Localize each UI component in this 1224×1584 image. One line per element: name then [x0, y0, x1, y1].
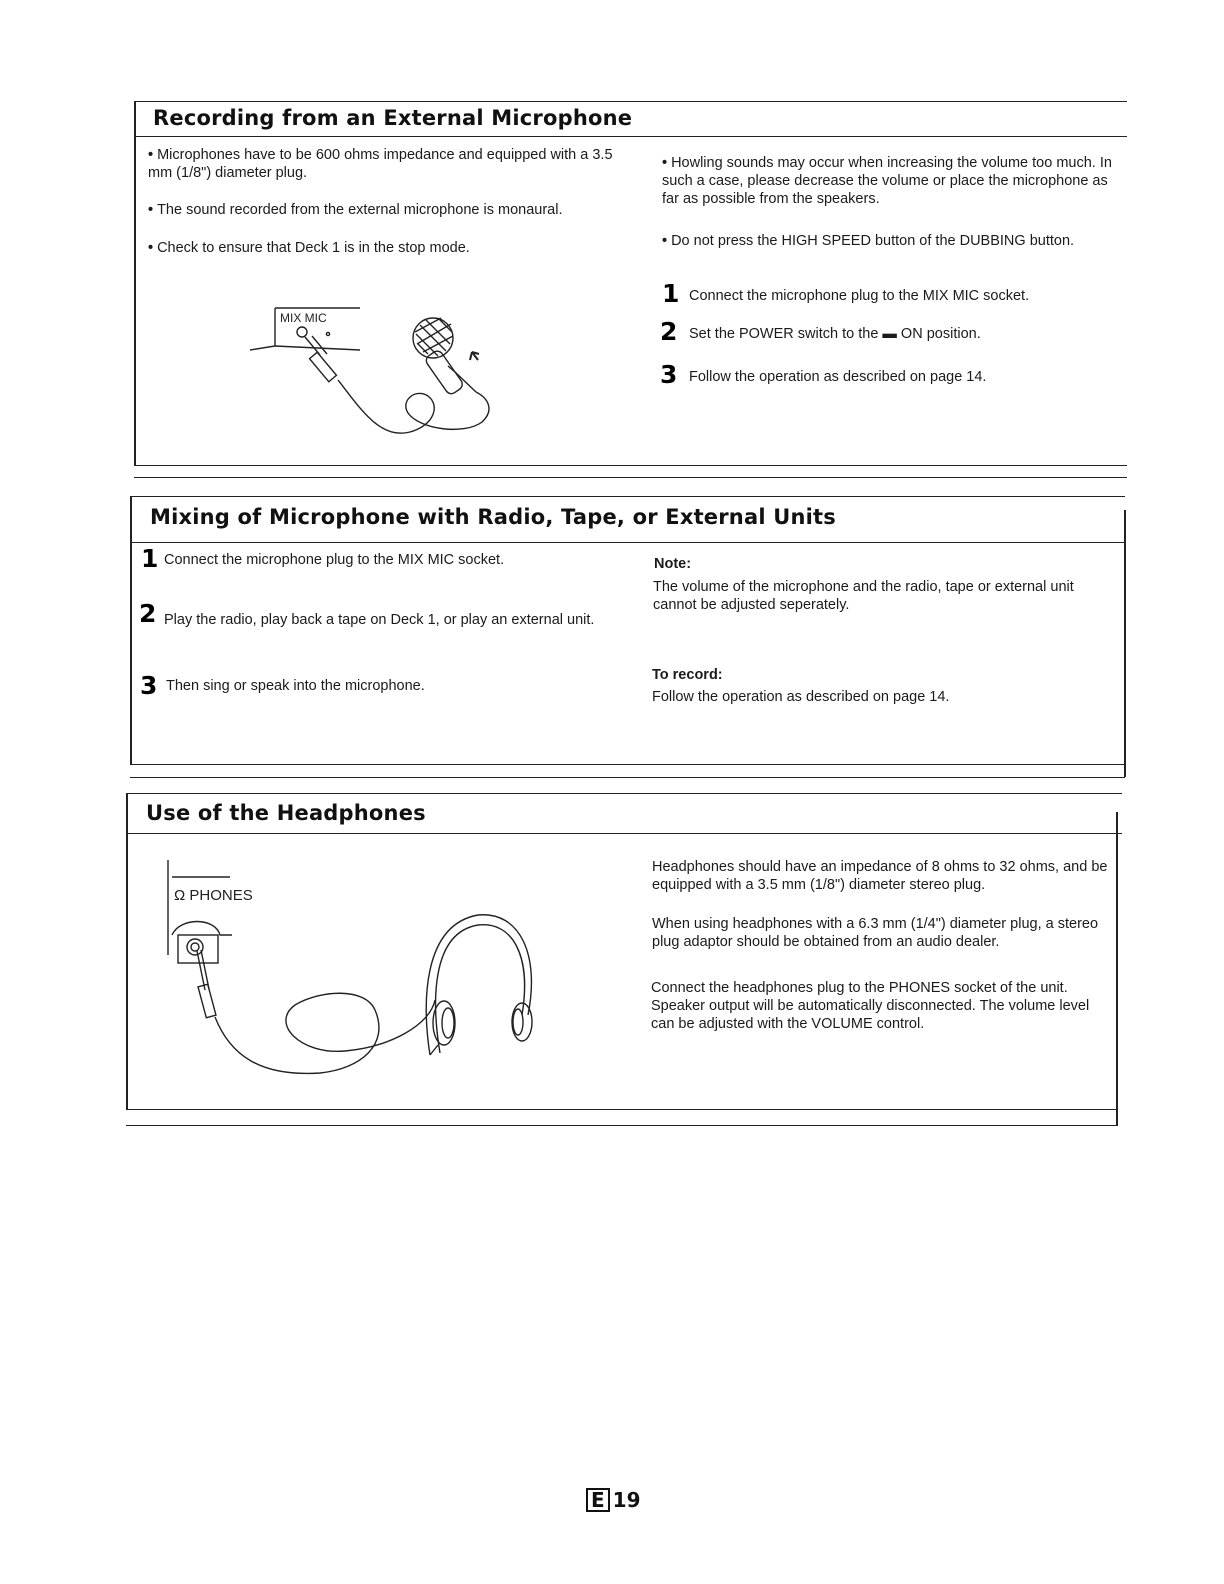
section2-top-border [130, 496, 1125, 497]
section3-right-border [1116, 812, 1118, 1125]
bullet-icon: • [148, 147, 154, 163]
section1-top-border [134, 101, 1127, 102]
headphones-paragraph-2: When using headphones with a 6.3 mm (1/4") diameter plug, a stereo plug adaptor should be obtained from an audio dealer. [652, 916, 1099, 950]
section2-title-underline [130, 542, 1125, 543]
page-letter-box: E [586, 1488, 610, 1512]
section2-step-2-text: Play the radio, play back a tape on Deck 1, or play an external unit. [164, 612, 595, 628]
section3-bottom-border-2 [126, 1125, 1118, 1126]
section2-left-border [130, 496, 132, 764]
section1-title-underline [134, 136, 1127, 137]
headphones-illustration [160, 855, 560, 1085]
section3-title-underline [126, 833, 1122, 834]
headphones-paragraph-1: Headphones should have an impedance of 8 ohms to 32 ohms, and be equipped with a 3.5 mm (1/8") diameter stereo plug. [652, 859, 1108, 893]
section1-right-bullet-2: • Do not press the HIGH SPEED button of the DUBBING button. [662, 233, 1075, 249]
section1-step-2-number: 2 [660, 317, 678, 346]
section3-bottom-border [126, 1109, 1116, 1110]
section3-top-border [126, 793, 1122, 794]
section1-bottom-border [134, 465, 1127, 466]
section1-step-1-text: Connect the microphone plug to the MIX MIC socket. [689, 288, 1030, 304]
section3-title: Use of the Headphones [146, 801, 426, 825]
section1-step-3-text: Follow the operation as described on page 14. [689, 369, 987, 385]
section2-step-1-text: Connect the microphone plug to the MIX MIC socket. [164, 552, 505, 568]
bullet-icon: • [148, 240, 154, 256]
section2-step-3-number: 3 [140, 671, 158, 700]
phones-socket-label: Ω PHONES [174, 887, 253, 904]
section1-step-3-number: 3 [660, 360, 678, 389]
section1-right-bullet-1: • Howling sounds may occur when increasing the volume too much. In such a case, please decrease the volume or place the microphone as far as possible from the speakers. [662, 155, 1112, 207]
bullet-icon: • [662, 233, 668, 249]
section1-title: Recording from an External Microphone [153, 106, 633, 130]
section2-step-2-number: 2 [139, 599, 157, 628]
section2-step-1-number: 1 [141, 544, 159, 573]
section1-bullet-3: • Check to ensure that Deck 1 is in the stop mode. [148, 240, 470, 256]
section1-step-2-text: Set the POWER switch to the ▬ ON position. [689, 326, 981, 342]
bullet-icon: • [148, 202, 154, 218]
microphone-illustration [250, 300, 510, 445]
to-record-heading: To record: [652, 667, 723, 683]
section2-right-border [1124, 510, 1126, 777]
note-heading: Note: [654, 556, 692, 572]
section3-left-border [126, 793, 128, 1109]
section1-step-1-number: 1 [662, 279, 680, 308]
section1-left-border [134, 101, 136, 465]
phones-icon: Ω [174, 887, 186, 904]
section1-bottom-border-2 [134, 477, 1127, 478]
section2-title: Mixing of Microphone with Radio, Tape, or External Units [150, 505, 836, 529]
page-number [586, 1488, 641, 1512]
page-number-value: 19 [612, 1488, 641, 1512]
note-text: The volume of the microphone and the radio, tape or external unit cannot be adjusted seperately. [653, 579, 1074, 613]
mix-mic-socket-label: MIX MIC [280, 311, 327, 325]
to-record-text: Follow the operation as described on page 14. [652, 689, 950, 705]
section1-bullet-1: • Microphones have to be 600 ohms impedance and equipped with a 3.5 mm (1/8") diameter plug. [148, 147, 613, 181]
section2-bottom-border [130, 764, 1125, 765]
headphones-paragraph-3: Connect the headphones plug to the PHONES socket of the unit. Speaker output will be automatically disconnected. The volume level can be adjusted with the VOLUME control. [651, 980, 1090, 1032]
section2-bottom-border-2 [130, 777, 1125, 778]
section2-step-3-text: Then sing or speak into the microphone. [166, 678, 425, 694]
bullet-icon: • [662, 155, 668, 171]
section1-bullet-2: • The sound recorded from the external microphone is monaural. [148, 202, 563, 218]
